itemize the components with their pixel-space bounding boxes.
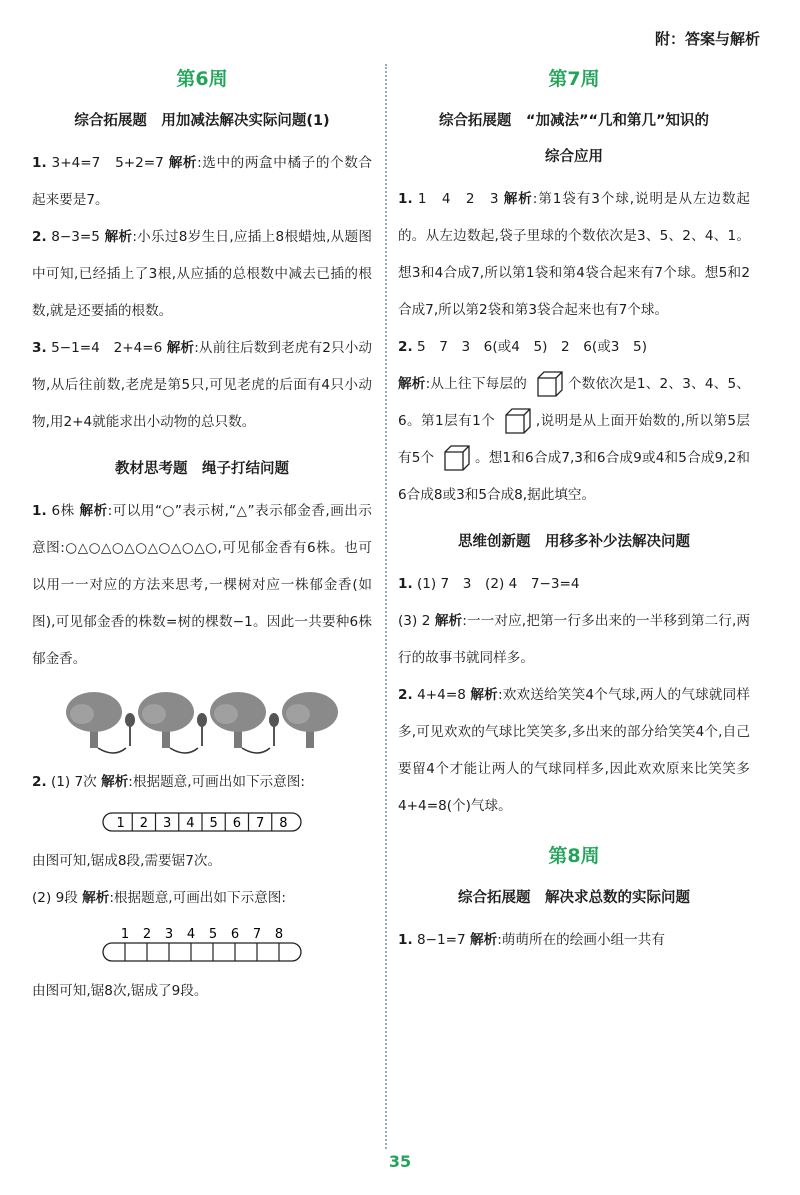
answer-text: 3+4=7 5+2=7	[51, 155, 164, 171]
segment-label: 5	[209, 816, 218, 831]
answer-text: 1 4 2 3	[417, 191, 499, 207]
answer-text: 6株	[51, 503, 75, 519]
answer-item	[32, 764, 372, 801]
analysis-text: :一一对应,把第一行多出来的一半移到第二行,两行的故事书就同样多。	[398, 613, 751, 666]
analysis-label: 解析	[434, 613, 463, 629]
tulip-icon	[197, 713, 207, 746]
cut-label: 2	[142, 927, 152, 942]
item-number: 2.	[398, 687, 413, 703]
item-number: 2.	[32, 774, 47, 790]
answer-item	[398, 329, 750, 366]
answer-item	[32, 880, 372, 917]
segment-label: 8	[279, 816, 288, 831]
answer-item	[32, 145, 372, 219]
analysis-label: 解析	[79, 503, 108, 519]
analysis-text: :从前往后数到老虎有2只小动物,从后往前数,老虎是第5只,可见老虎的后面有4只小动物,用2+4就能求出小动物的总只数。	[32, 340, 373, 430]
segment-label: 6	[232, 816, 242, 831]
item-number: 1.	[32, 503, 47, 519]
rope-outline	[103, 943, 301, 961]
item-number: 2.	[32, 229, 47, 245]
analysis-text: :选中的两盒中橘子的个数合起来要是7。	[32, 155, 372, 208]
answer-text: 4+4=8	[417, 687, 466, 703]
item-number: 3.	[32, 340, 47, 356]
section-heading-continued: 综合应用	[545, 149, 603, 165]
cube-icon	[535, 369, 565, 399]
week-heading: 第7周	[548, 68, 600, 90]
segment-label: 3	[162, 816, 172, 831]
column-divider	[385, 64, 387, 1149]
segment-label: 4	[186, 816, 195, 831]
item-number: 1.	[398, 576, 413, 592]
item-number: 1.	[32, 155, 47, 171]
analysis-text: :欢欢送给笑笑4个气球,两人的气球就同样多,可见欢欢的气球比笑笑多,多出来的部分给笑笑4个,自己要留4个才能让两人的气球同样多,因此欢欢原来比笑笑多4+4=8(个)气球。	[398, 687, 751, 814]
answer-text: 8−3=5	[51, 229, 100, 245]
analysis-text: ,说明是从上面开始数的,所以第5层有5个	[398, 413, 750, 466]
segment-label: 1	[116, 816, 125, 831]
cut-label: 3	[164, 927, 174, 942]
item-number: 1.	[398, 191, 413, 207]
answer-text: 5 7 3 6(或4 5) 2 6(或3 5)	[416, 339, 647, 355]
page-header: 附：答案与解析	[654, 30, 760, 48]
cut-label: 5	[208, 927, 218, 942]
answer-text: (1) 7次	[50, 774, 97, 790]
arc-line	[98, 748, 126, 753]
answer-conclusion: 由图可知,锯8次,锯成了9段。	[32, 983, 208, 999]
section-heading: 教材思考题 绳子打结问题	[115, 461, 289, 477]
cube-icon	[503, 406, 533, 436]
analysis-text: :萌萌所在的绘画小组一共有	[497, 932, 665, 948]
rope-diagram-segments	[97, 807, 307, 837]
analysis-label: 解析	[101, 774, 129, 790]
section-heading: 综合拓展题 用加减法解决实际问题(1)	[74, 113, 330, 129]
analysis-label: 解析	[166, 340, 195, 356]
tree-tulip-illustration	[52, 684, 352, 758]
left-column	[32, 60, 372, 1010]
segment-label: 2	[139, 816, 149, 831]
analysis-label: 解析	[168, 155, 198, 171]
tulip-icon	[269, 713, 279, 746]
segment-label: 7	[255, 816, 265, 831]
tree-icon	[66, 692, 122, 748]
answer-conclusion: 由图可知,锯成8段,需要锯7次。	[32, 853, 222, 869]
cut-label: 6	[230, 927, 240, 942]
tulip-icon	[125, 713, 135, 746]
analysis-text: :可以用“○”表示树,“△”表示郁金香,画出示意图:○△○△○△○△○△○△○,可见郁金香有6株。也可以用一一对应的方法来思考,一棵树对应一株郁金香(如图),可见郁金香的株数=树的棵数−1。因此一共要种6株郁金香。	[32, 503, 372, 667]
analysis-label: 解析	[398, 376, 426, 392]
answer-text: (2) 9段	[32, 890, 78, 906]
analysis-label: 解析	[503, 191, 533, 207]
cut-label: 1	[120, 927, 130, 942]
cut-label: 4	[186, 927, 196, 942]
answer-item	[398, 366, 750, 514]
section-heading: 综合拓展题 “加减法”“几和第几”知识的	[438, 113, 710, 129]
answer-item	[398, 181, 750, 329]
analysis-text: 。想1和6合成7,3和6合成9或4和5合成9,2和6合成8或3和5合成8,据此填空。	[398, 450, 750, 503]
analysis-text: :小乐过8岁生日,应插上8根蜡烛,从题图中可知,已经插上了3根,从应插的总根数中减去已插的根数,就是还要插的根数。	[32, 229, 373, 319]
section-heading: 综合拓展题 解决求总数的实际问题	[458, 890, 690, 906]
right-column	[398, 60, 750, 959]
answer-text: (1) 7 3 (2) 4 7−3=4	[416, 576, 580, 592]
answer-item	[32, 330, 372, 441]
analysis-text: 个数依次是1、2、3、4、5、6。第1层有1个	[398, 376, 751, 429]
item-number: 2.	[398, 339, 413, 355]
answer-item	[398, 566, 750, 603]
section-heading: 思维创新题 用移多补少法解决问题	[458, 534, 690, 550]
analysis-label: 解析	[470, 932, 498, 948]
arc-line	[242, 748, 270, 753]
answer-text: 8−1=7	[416, 932, 466, 948]
analysis-text: :从上往下每层的	[425, 376, 528, 392]
answer-item	[398, 677, 750, 825]
answer-item	[32, 219, 372, 330]
cut-label: 8	[274, 927, 284, 942]
tree-icon	[282, 692, 338, 748]
arc-line	[170, 748, 198, 753]
page-number: 35	[388, 1152, 412, 1171]
rope-diagram-cuts	[97, 923, 307, 967]
answer-item	[398, 922, 750, 959]
tree-icon	[138, 692, 194, 748]
answer-item	[398, 603, 750, 677]
answer-text: 5−1=4 2+4=6	[51, 340, 163, 356]
tree-icon	[210, 692, 266, 748]
analysis-label: 解析	[470, 687, 498, 703]
cut-label: 7	[252, 927, 262, 942]
week-heading: 第6周	[176, 68, 228, 90]
analysis-label: 解析	[104, 229, 133, 245]
answer-text: (3) 2	[398, 613, 431, 629]
item-number: 1.	[398, 932, 413, 948]
analysis-text: :根据题意,可画出如下示意图:	[128, 774, 305, 790]
analysis-label: 解析	[82, 890, 110, 906]
answer-item	[32, 493, 372, 678]
week-heading: 第8周	[548, 845, 600, 867]
cube-icon	[442, 443, 472, 473]
analysis-text: :第1袋有3个球,说明是从左边数起的。从左边数起,袋子里球的个数依次是3、5、2、4、1。想3和4合成7,所以第1袋和第4袋合起来有7个球。想5和2合成7,所以第2袋和第3袋合起来也有7个球。	[398, 191, 750, 318]
analysis-text: :根据题意,可画出如下示意图:	[109, 890, 286, 906]
